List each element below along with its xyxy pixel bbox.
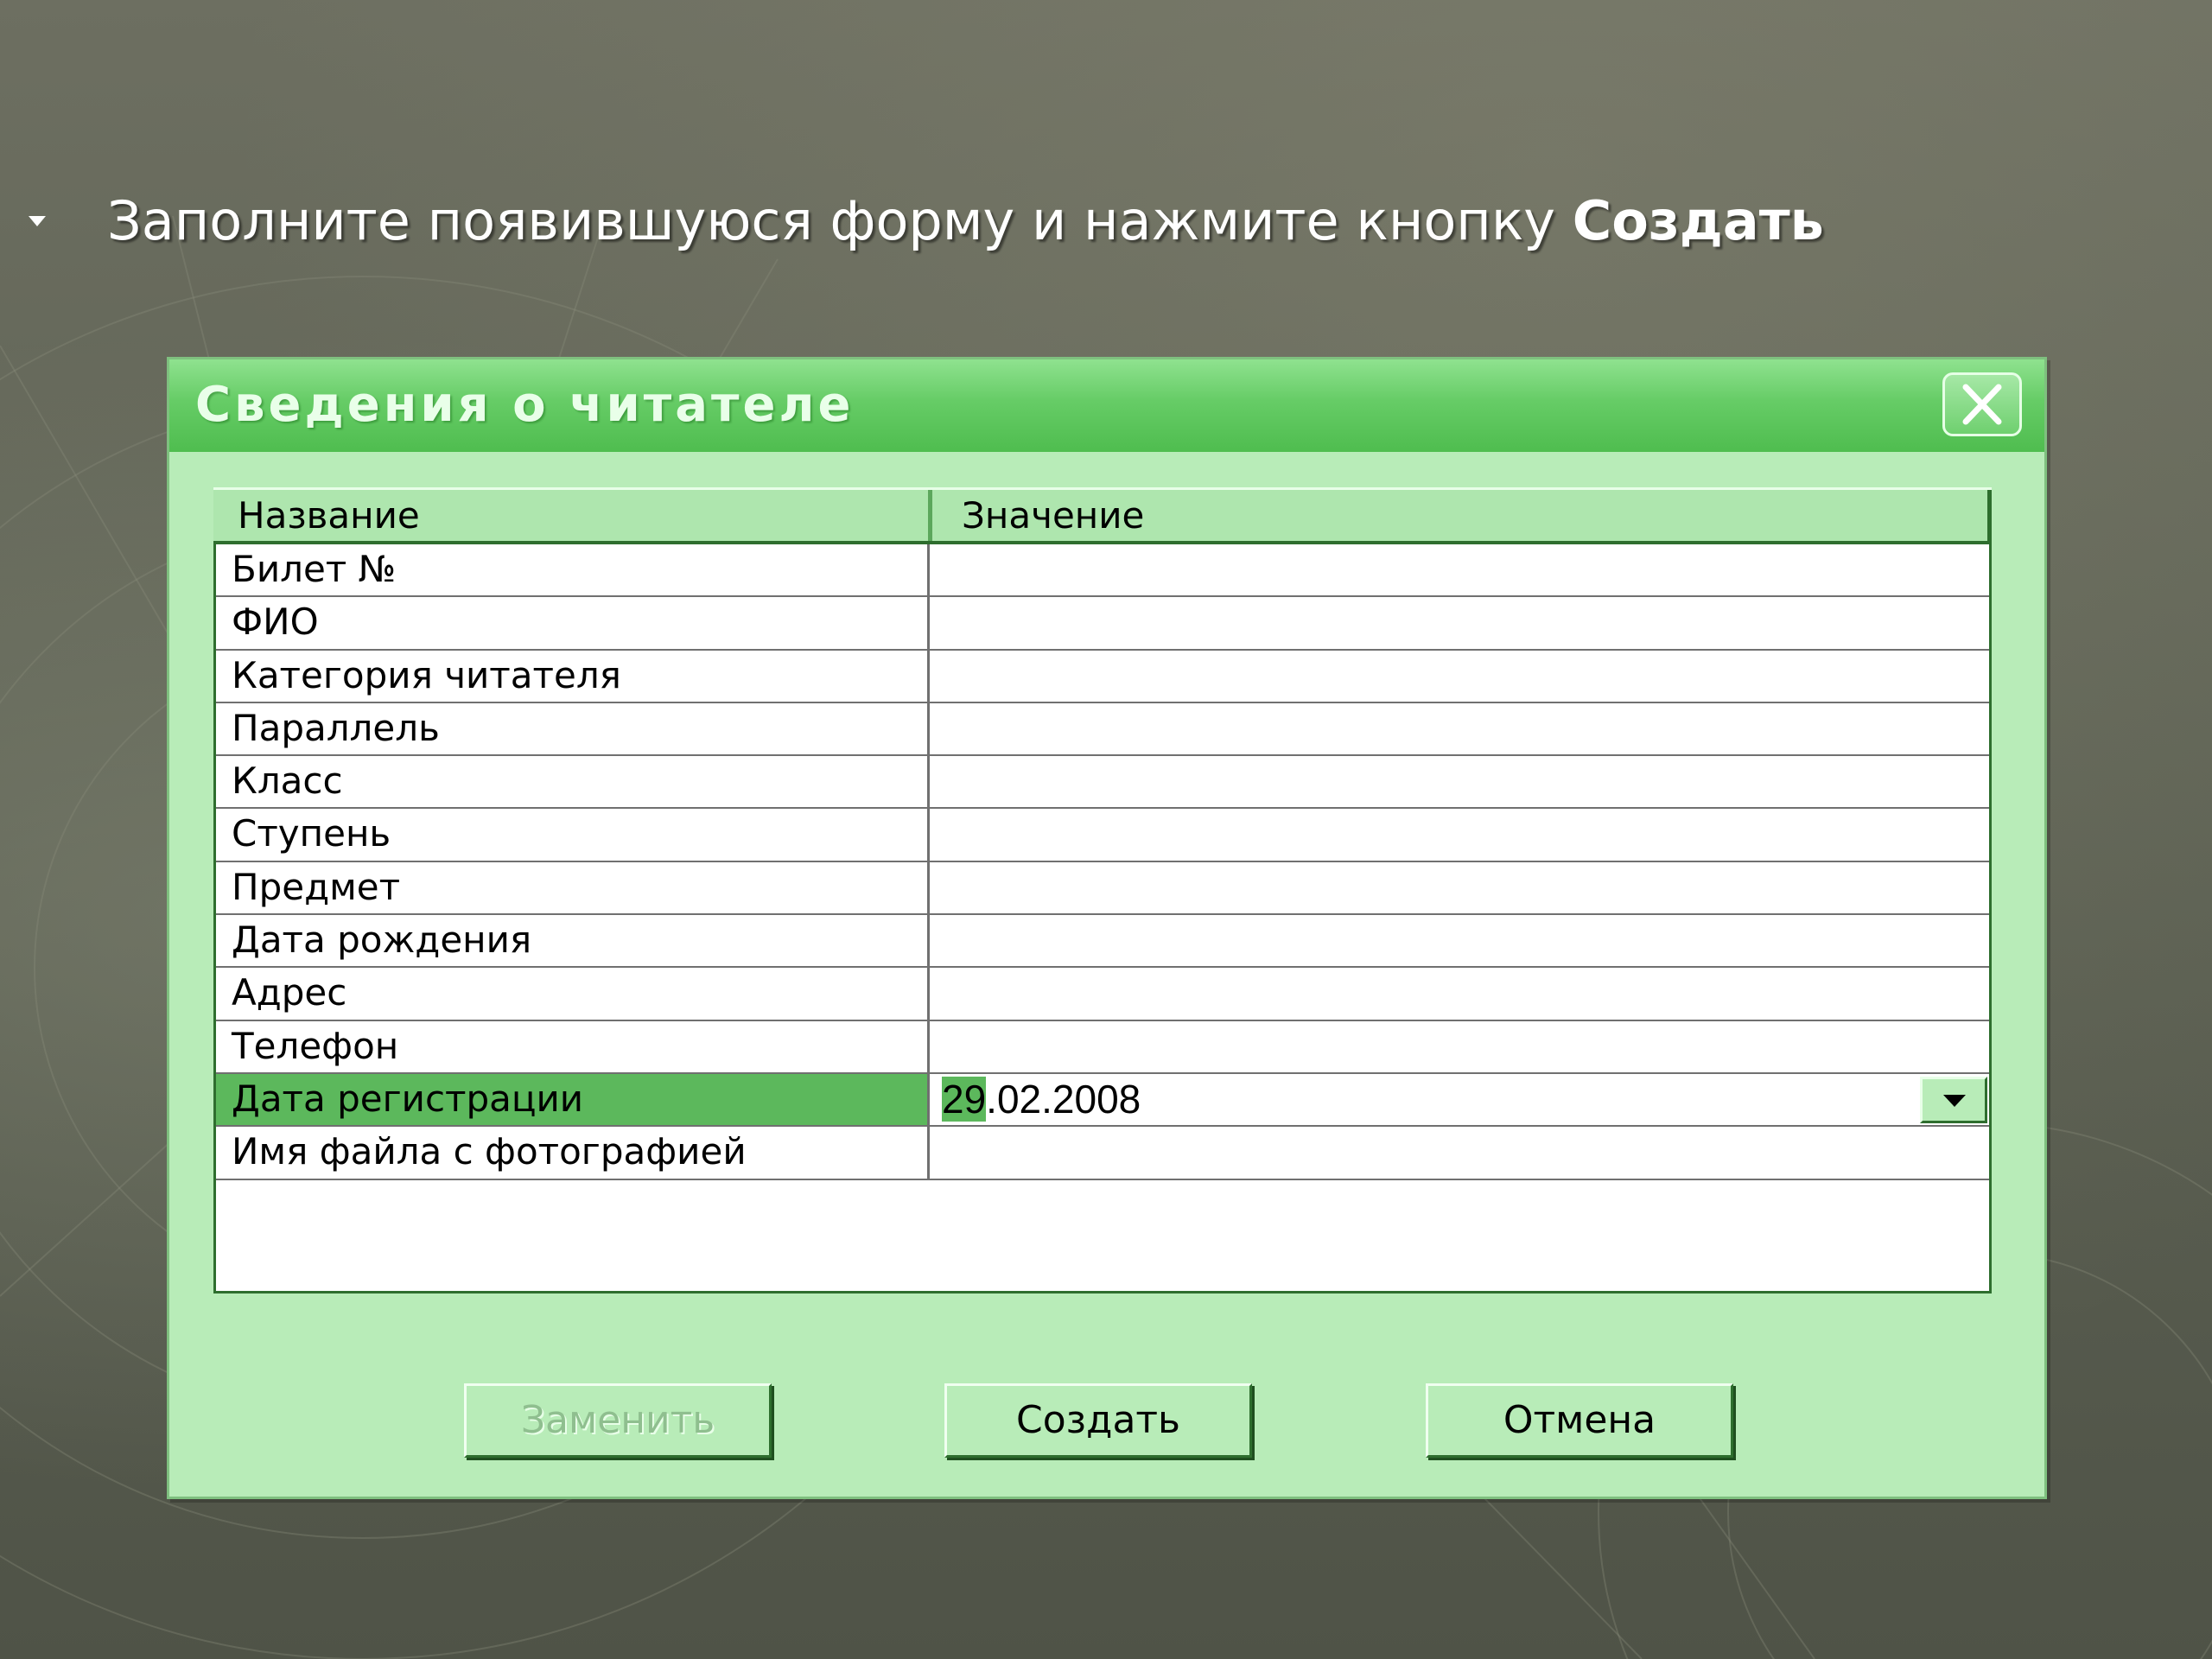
- row-value-field[interactable]: [930, 862, 1989, 913]
- grid-rows: [216, 544, 1989, 1180]
- reader-info-dialog: [167, 357, 2047, 1499]
- row-birth-date[interactable]: [216, 915, 1989, 968]
- row-level[interactable]: [216, 809, 1989, 861]
- close-button[interactable]: [1942, 372, 2022, 436]
- row-value-field[interactable]: [930, 1127, 1989, 1178]
- row-label: Телефон: [216, 1021, 930, 1072]
- row-label: Дата регистрации: [216, 1074, 930, 1125]
- row-phone[interactable]: [216, 1021, 1989, 1074]
- row-label: Дата рождения: [216, 915, 930, 966]
- registration-date-field[interactable]: [930, 1074, 1989, 1125]
- grid-header: [213, 487, 1992, 544]
- replace-button[interactable]: Заменить: [464, 1383, 772, 1458]
- row-label: Класс: [216, 756, 930, 807]
- row-label: Параллель: [216, 703, 930, 754]
- slide-instruction: [26, 177, 1824, 264]
- close-icon: [1961, 384, 2004, 425]
- instruction-bold: Создать: [1572, 188, 1824, 252]
- row-address[interactable]: [216, 968, 1989, 1020]
- chevron-down-icon: [1942, 1093, 1967, 1109]
- row-class[interactable]: [216, 756, 1989, 809]
- row-subject[interactable]: [216, 862, 1989, 915]
- row-value-field[interactable]: [930, 756, 1989, 807]
- row-value-field[interactable]: [930, 915, 1989, 966]
- row-label: Ступень: [216, 809, 930, 860]
- row-value-field[interactable]: [930, 968, 1989, 1019]
- row-label: Предмет: [216, 862, 930, 913]
- create-button[interactable]: Создать: [944, 1383, 1252, 1458]
- row-label: ФИО: [216, 597, 930, 648]
- dialog-titlebar[interactable]: [169, 359, 2044, 452]
- date-rest: .02.2008: [986, 1076, 1141, 1122]
- row-registration-date[interactable]: [216, 1074, 1989, 1127]
- row-value-field[interactable]: [930, 651, 1989, 702]
- bullet-arrow-icon: [26, 209, 48, 232]
- row-value-field[interactable]: [930, 544, 1989, 595]
- column-header-value[interactable]: Значение: [932, 490, 1992, 541]
- date-day-selection: 29: [942, 1076, 987, 1122]
- row-full-name[interactable]: [216, 597, 1989, 650]
- column-header-name[interactable]: Название: [213, 490, 932, 541]
- property-grid: [213, 487, 1992, 1294]
- row-parallel[interactable]: [216, 703, 1989, 756]
- row-label: Билет №: [216, 544, 930, 595]
- row-label: Категория читателя: [216, 651, 930, 702]
- dialog-title: Сведения о читателе: [195, 377, 855, 433]
- row-label: Имя файла с фотографией: [216, 1127, 930, 1178]
- row-ticket-number[interactable]: [216, 544, 1989, 597]
- row-value-field[interactable]: [930, 809, 1989, 860]
- row-value-field[interactable]: [930, 703, 1989, 754]
- cancel-button[interactable]: Отмена: [1426, 1383, 1733, 1458]
- row-value-field[interactable]: [930, 1021, 1989, 1072]
- row-label: Адрес: [216, 968, 930, 1019]
- instruction-text: Заполните появившуюся форму и нажмите кнопку Создать: [107, 188, 1824, 252]
- row-reader-category[interactable]: [216, 651, 1989, 703]
- row-photo-filename[interactable]: [216, 1127, 1989, 1179]
- date-dropdown-button[interactable]: [1920, 1077, 1987, 1123]
- row-value-field[interactable]: [930, 597, 1989, 648]
